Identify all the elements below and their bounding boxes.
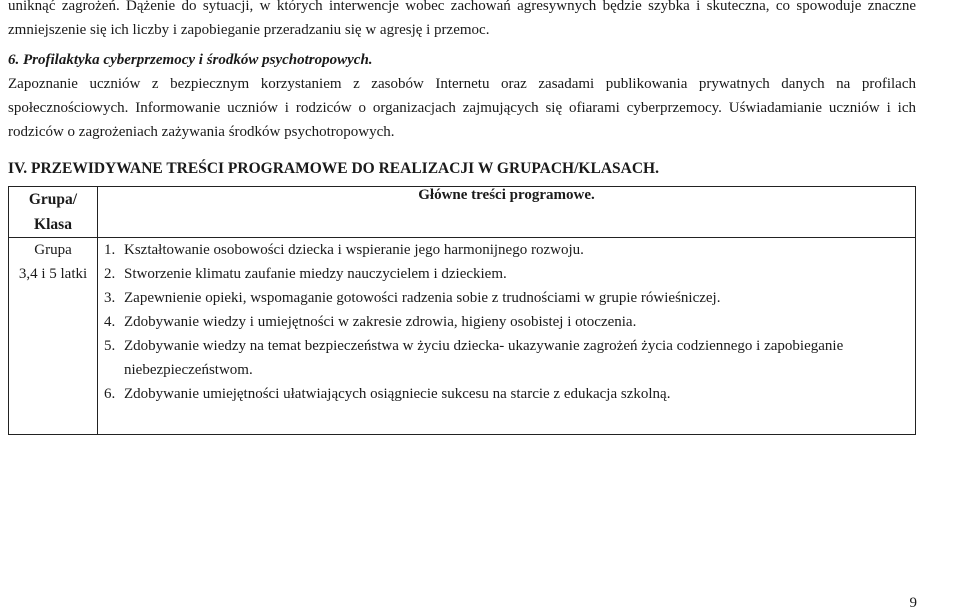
table-row: [9, 238, 916, 435]
program-content-table: [8, 186, 916, 435]
section-iv-heading: IV. PRZEWIDYWANE TREŚCI PROGRAMOWE DO REALIZACJI W GRUPACH/KLASACH.: [8, 160, 659, 177]
intro-line-1: uniknąć zagrożeń. Dążenie do sytuacji, w których interwencje wobec zachowań agresywnych będzie szybka i skuteczna, co spowoduje znaczne: [8, 0, 916, 14]
list-item-number: 5.: [104, 338, 116, 354]
list-item-text: Zapewnienie opieki, wspomaganie gotowości radzenia sobie z trudnościami w grupie rówieśniczej.: [124, 290, 721, 306]
list-item-text: Zdobywanie wiedzy na temat bezpieczeństwa w życiu dziecka- ukazywanie zagrożeń życia codziennego i zapobieganie: [124, 338, 844, 354]
header-group-label: Grupa/: [28, 191, 78, 208]
list-item: [104, 334, 915, 358]
content-items-list: [98, 238, 915, 406]
list-item-number: 1.: [104, 242, 116, 258]
list-item: [104, 238, 915, 262]
group-age-label: 3,4 i 5 latki: [18, 266, 88, 282]
list-item-number: 2.: [104, 266, 116, 282]
section-6-line-2: społecznościowych. Informowanie uczniów i rodziców o organizacjach zajmujących się ofiarami cyberprzemocy. Uświadamianie uczniów i ich: [8, 100, 916, 116]
list-item: [104, 382, 915, 406]
group-label: Grupa: [34, 242, 72, 258]
section-6-heading: 6. Profilaktyka cyberprzemocy i środków psychotropowych.: [8, 52, 373, 68]
page-number: 9: [909, 595, 917, 611]
header-class-label: Klasa: [34, 216, 72, 233]
section-6-line-3: rodziców o zagrożeniach zażywania środków psychotropowych.: [8, 124, 395, 140]
list-item-text: Stworzenie klimatu zaufanie miedzy nauczycielem i dzieckiem.: [124, 266, 507, 282]
list-item-number: 4.: [104, 314, 116, 330]
list-item-number: 3.: [104, 290, 116, 306]
list-item: [104, 310, 915, 334]
section-6-line-1: Zapoznanie uczniów z bezpiecznym korzystaniem z zasobów Internetu oraz zasadami publikowania prywatnych danych na profilach: [8, 76, 916, 92]
section-6-paragraph: [8, 72, 916, 144]
list-item-text: Kształtowanie osobowości dziecka i wspieranie jego harmonijnego rozwoju.: [124, 242, 584, 258]
header-group-class-cell: [9, 187, 98, 238]
intro-line-2: zmniejszenie się ich liczby i zapobieganie przeradzaniu się w agresję i przemoc.: [8, 22, 490, 38]
content-cell: [98, 238, 916, 435]
intro-paragraph: [8, 0, 916, 42]
list-item: [104, 286, 915, 310]
group-cell: [9, 238, 98, 435]
table-header-row: [9, 187, 916, 238]
list-item: [104, 262, 915, 286]
list-item-text: Zdobywanie wiedzy i umiejętności w zakresie zdrowia, higieny osobistej i otoczenia.: [124, 314, 637, 330]
list-item-continuation: niebezpieczeństwom.: [124, 362, 253, 378]
list-item-number: 6.: [104, 386, 116, 402]
list-item-text: Zdobywanie umiejętności ułatwiających osiągniecie sukcesu na starcie z edukacja szkolną.: [124, 386, 671, 402]
header-content-cell: Główne treści programowe.: [98, 187, 916, 238]
